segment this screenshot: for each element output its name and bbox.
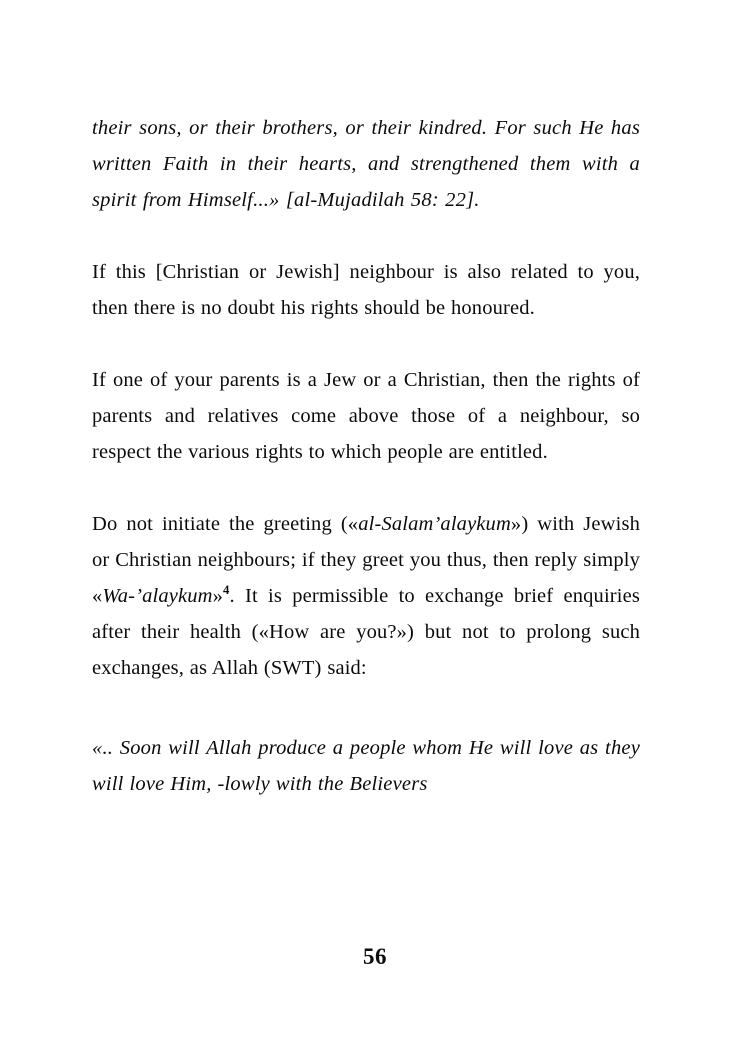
paragraph-parents-rights: If one of your parents is a Jew or a Christian, then the rights of parents and relatives come above those of a neighbour, so respect the various rights to which people are entitled. <box>92 369 640 463</box>
paragraph-greeting-rules <box>92 506 640 686</box>
greeting-text-lead: Do not initiate the greeting (« <box>92 513 359 535</box>
term-al-salam-alaykum: al-Salam’alaykum <box>358 513 511 535</box>
page-number: 56 <box>363 944 387 969</box>
term-wa-alaykum: Wa-’alaykum <box>102 585 213 607</box>
closing-guillemet: » <box>212 585 224 607</box>
paragraph-quran-quote-believers: «.. Soon will Allah produce a people whom He will love as they will love Him, -lowly with the Believers <box>92 737 640 795</box>
paragraph-quran-quote-mujadilah: their sons, or their brothers, or their kindred. For such He has written Faith in their hearts, and strengthened them with a spirit from Himself...» [al-Mujadilah 58: 22]. <box>92 117 640 211</box>
greeting-text-middle: ») with Jewish or Christian neighbours; if they greet you thus, then reply simply « <box>92 513 640 607</box>
greeting-text-tail: . It is permissible to exchange brief enquiries after their health («How are you?») but not to prolong such exchanges, as Allah (SWT) said: <box>92 585 640 679</box>
paragraph-related-neighbour: If this [Christian or Jewish] neighbour is also related to you, then there is no doubt his rights should be honoured. <box>92 261 640 319</box>
footnote-marker-4: 4 <box>223 583 230 598</box>
text-column <box>92 110 640 802</box>
